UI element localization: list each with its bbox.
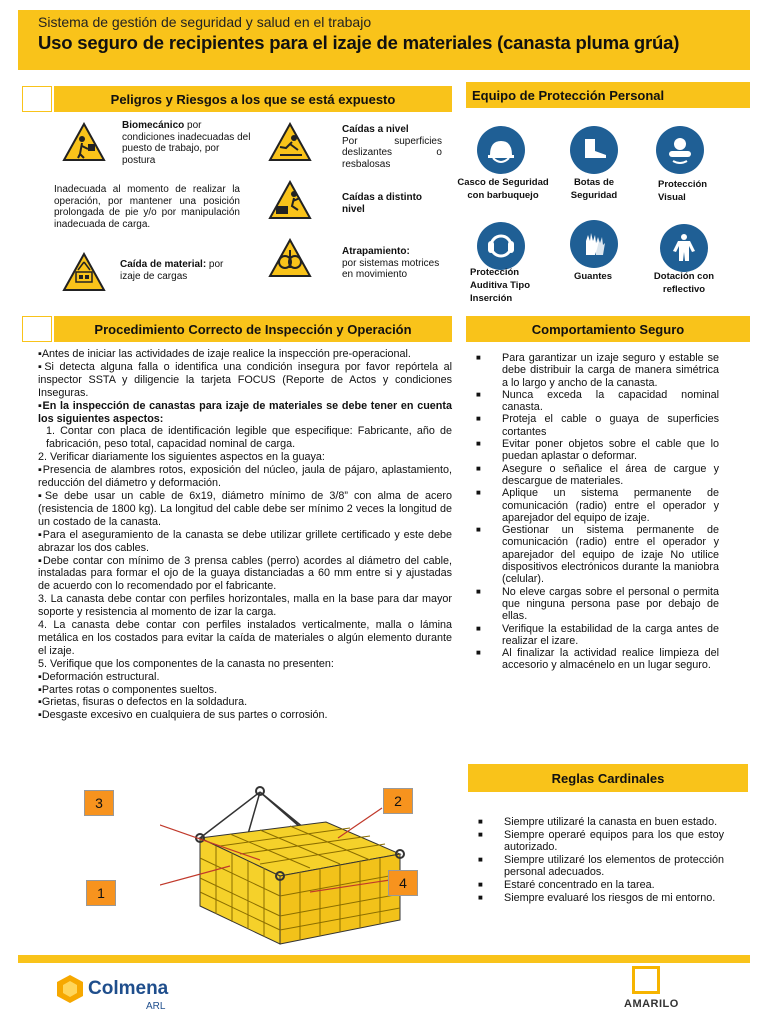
colmena-arl-text: ARL — [146, 1001, 166, 1012]
list-item: ■ Gestionar un sistema permanente de comunicación (radio) entre el operador y aparejador del equipo de izaje No utilice dispositivos electrónicos durante la maniobra (celular). — [476, 524, 719, 585]
procedure-step-5-item: ▪Desgaste excesivo en cualquiera de sus partes o corrosión. — [38, 709, 328, 722]
hazard-text: Por superficies deslizantes o resbalosas — [342, 135, 442, 170]
page-title: Uso seguro de recipientes para el izaje de materiales (canasta pluma grúa) — [38, 32, 680, 53]
behavior-title: Comportamiento Seguro — [466, 316, 750, 342]
hazard-distinto-nivel: Caídas a distinto nivel — [342, 192, 423, 215]
procedure-step-5-item: ▪Partes rotas o componentes sueltos. — [38, 683, 218, 696]
footer-bar — [18, 955, 750, 963]
hazard-text: por sistemas motrices en movimiento — [342, 257, 440, 280]
coverall-icon — [660, 224, 708, 272]
basket-callout-3: 3 — [84, 790, 114, 816]
fall-height-icon — [268, 180, 312, 220]
gloves-icon — [570, 220, 618, 268]
worker-posture-icon — [62, 122, 106, 162]
colmena-hexagon-icon — [56, 974, 84, 1004]
procedure-p2-text: Si detecta alguna falla o identifica una condición insegura por favor repórtela al inspector SSTA y diligencie la tarjeta FOCUS (Reporte de Actos y condiciones Inseguras. — [38, 360, 452, 399]
list-item: Grietas, fisuras o defectos en la soldadura. — [41, 696, 248, 709]
hard-hat-icon — [477, 126, 525, 174]
procedure-p1-text: Antes de iniciar las actividades de izaje realice la inspección pre-operacional. — [41, 348, 411, 360]
hazard-caida-material — [120, 259, 244, 282]
hazard-atrapamiento — [342, 246, 452, 281]
list-item: ■ No eleve cargas sobre el personal o permita que ninguna persona pase por debajo de ellas. — [476, 586, 719, 623]
procedure-step-2-item: ▪Se debe usar un cable de 6x19, diámetro mínimo de 3/8” con alma de acero (resistencia de 1800 kg). La longitud del cable debe ser mínimo 2 veces la longitud de un costado de la canasta. — [38, 489, 453, 528]
rules-title: Reglas Cardinales — [468, 764, 748, 792]
hazard-caidas-nivel — [342, 124, 442, 170]
amarilo-logo-icon — [632, 966, 660, 994]
procedure-title: Procedimiento Correcto de Inspección y Operación — [54, 316, 452, 342]
procedure-p3: ▪En la inspección de canastas para izaje de materiales se debe tener en cuenta los siguientes aspectos: — [38, 399, 453, 425]
amarilo-logo-text: AMARILO — [624, 998, 679, 1010]
list-item: Desgaste excesivo en cualquiera de sus partes o corrosión. — [41, 709, 328, 722]
hazard-biomecanico-detail: Inadecuada al momento de realizar la operación, por mantener una posición prolongada de pie y/o por manipulación inadecuada de carga. — [54, 184, 240, 230]
list-item: ■ Siempre evaluaré los riesgos de mi entorno. — [478, 892, 724, 905]
basket-callout-1: 1 — [86, 880, 116, 906]
procedure-step-5: 5. Verifique que los componentes de la canasta no presenten: — [38, 657, 334, 670]
list-item: Partes rotas o componentes sueltos. — [41, 683, 218, 696]
basket-callout-4: 4 — [388, 870, 418, 896]
procedure-step-4: 4. La canasta debe contar con perfiles instalados verticalmente, malla o lámina metálica en los costados para evitar la caída de materiales o algún elemento durante el izaje. — [38, 619, 452, 657]
list-item: ■ Para garantizar un izaje seguro y estable se debe distribuir la carga de manera simétrica a lo largo y ancho de la canasta. — [476, 352, 719, 389]
falling-load-icon — [62, 252, 106, 292]
list-item: ■ Aplique un sistema permanente de comunicación (radio) entre el operador y aparejador del equipo de izaje. — [476, 487, 719, 524]
hazard-title: Atrapamiento: — [342, 246, 410, 257]
colmena-logo-text: Colmena — [88, 978, 169, 999]
list-item: ■ Asegure o señalice el área de cargue y descargue de materiales. — [476, 463, 719, 488]
procedure-step-2: 2. Verificar diariamente los siguientes aspectos en la guaya: — [38, 451, 325, 464]
procedure-p3-text: En la inspección de canastas para izaje de materiales se debe tener en cuenta los siguientes aspectos: — [38, 399, 453, 425]
procedure-p2: ▪Si detecta alguna falla o identifica una condición insegura por favor repórtela al inspector SSTA y diligencie la tarjeta FOCUS (Reporte de Actos y condiciones Inseguras. — [38, 360, 452, 399]
basket-callout-2: 2 — [383, 788, 413, 814]
list-item: ■ Al finalizar la actividad realice limpieza del accesorio y almacénelo en un lugar seguro. — [476, 647, 719, 672]
procedure-step-5-item: ▪Grietas, fisuras o defectos en la soldadura. — [38, 696, 248, 709]
ppe-title: Equipo de Protección Personal — [466, 82, 750, 108]
ppe-label: Botas de Seguridad — [570, 177, 618, 201]
procedure-step-2-item: ▪Para el aseguramiento de la canasta se debe utilizar grillete certificado y este debe abrazar los dos cables. — [38, 528, 452, 554]
procedure-step-5-item: ▪Deformación estructural. — [38, 670, 160, 683]
procedure-step-1: 1. Contar con placa de identificación legible que especifique: Fabricante, año de fabricación, peso total, capacidad nominal de carga. — [46, 425, 452, 451]
list-item: Para el aseguramiento de la canasta se debe utilizar grillete certificado y este debe abrazar los dos cables. — [38, 528, 452, 554]
procedure-step-3: 3. La canasta debe contar con perfiles horizontales, malla en la base para dar mayor soporte y resistencia al momento de izar la carga. — [38, 593, 452, 619]
procedure-step-2-item: ▪Presencia de alambres rotos, exposición del núcleo, jaula de pájaro, aplastamiento, reducción del diámetro y deformación. — [38, 464, 452, 490]
hazard-title: Caída de material: — [120, 259, 207, 270]
ppe-label: Protección Auditiva Tipo Inserción — [470, 267, 530, 304]
list-item: ■ Proteja el cable o guaya de superficies cortantes — [476, 413, 719, 438]
hazard-title: Caídas a nivel — [342, 124, 409, 135]
header-banner — [18, 10, 750, 70]
list-item: Debe contar con mínimo de 3 prensa cables (perro) acordes al diámetro del cable, instaladas para formar el ojo de la guaya distanciadas a 60 mm entre si y ajustadas de acuerdo con lo recomendado por el fabricante. — [38, 554, 453, 593]
hazard-text: por condiciones inadecuadas del puesto de trabajo, por postura — [122, 120, 251, 166]
procedure-marker — [22, 316, 52, 342]
list-item: Deformación estructural. — [41, 670, 160, 683]
list-item: ■ Nunca exceda la capacidad nominal canasta. — [476, 389, 719, 414]
procedure-p1: ▪Antes de iniciar las actividades de izaje realice la inspección pre-operacional. — [38, 348, 411, 360]
list-item: Se debe usar un cable de 6x19, diámetro mínimo de 3/8” con alma de acero (resistencia de 1800 kg). La longitud del cable debe ser mínimo 2 veces la longitud de un costado de la canasta. — [38, 489, 453, 528]
hazard-text: por izaje de cargas — [120, 259, 224, 282]
entrapment-icon — [268, 238, 312, 278]
earplugs-icon — [477, 222, 525, 270]
list-item: ■ Evitar poner objetos sobre el cable que lo puedan aplastar o deformar. — [476, 438, 719, 463]
header-subtitle: Sistema de gestión de seguridad y salud en el trabajo — [38, 14, 372, 30]
ppe-label: Casco de Seguridad con barbuquejo — [457, 177, 549, 201]
slip-fall-icon — [268, 122, 312, 162]
goggles-icon — [656, 126, 704, 174]
ppe-label: Dotación con reflectivo — [653, 271, 715, 295]
list-item: ■ Estaré concentrado en la tarea. — [478, 879, 724, 892]
hazard-biomecanico — [122, 120, 252, 166]
hazards-marker — [22, 86, 52, 112]
rules-list — [478, 816, 724, 904]
list-item: ■ Siempre utilizaré los elementos de protección personal adecuados. — [478, 854, 724, 879]
procedure-step-2-item: ▪Debe contar con mínimo de 3 prensa cables (perro) acordes al diámetro del cable, instaladas para formar el ojo de la guaya distanciadas a 60 mm entre si y ajustadas de acuerdo con lo recomendado por el fabricante. — [38, 554, 453, 593]
procedure-text — [38, 348, 452, 722]
list-item: ■ Verifique la estabilidad de la carga antes de realizar el izare. — [476, 623, 719, 648]
ppe-label: Guantes — [573, 271, 612, 282]
behavior-list — [476, 352, 719, 672]
list-item: ■ Siempre operaré equipos para los que estoy autorizado. — [478, 829, 724, 854]
list-item: ■ Siempre utilizaré la canasta en buen estado. — [478, 816, 724, 829]
lifting-basket-illustration — [160, 782, 460, 952]
list-item: Presencia de alambres rotos, exposición del núcleo, jaula de pájaro, aplastamiento, reducción del diámetro y deformación. — [38, 464, 452, 490]
hazard-title: Biomecánico — [122, 120, 185, 131]
ppe-label: Protección Visual — [658, 179, 708, 203]
hazards-title: Peligros y Riesgos a los que se está expuesto — [54, 86, 452, 112]
safety-boots-icon — [570, 126, 618, 174]
